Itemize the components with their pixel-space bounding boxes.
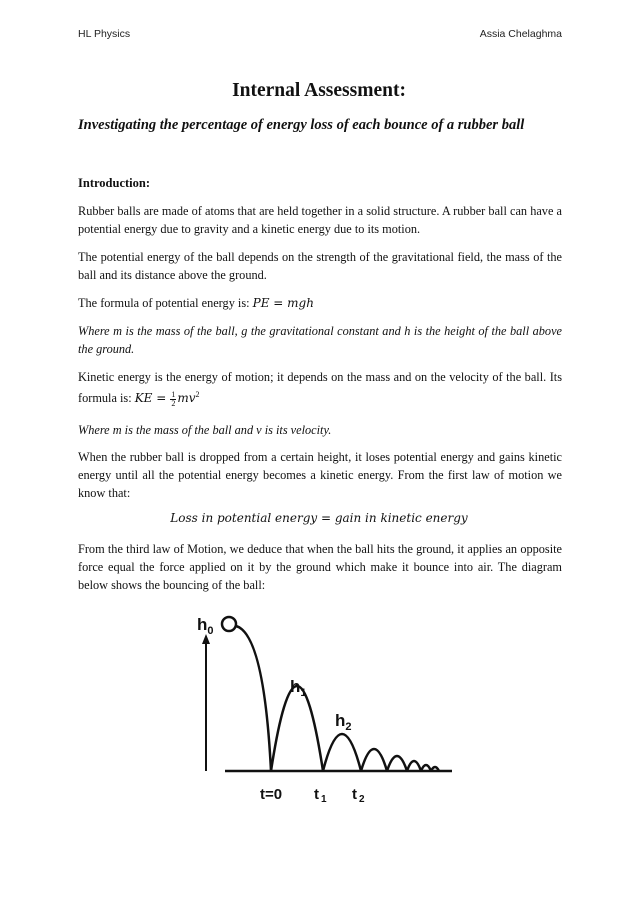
label-t0: t=0 — [260, 786, 283, 803]
page-title: Internal Assessment: — [232, 80, 406, 101]
header-author: Assia Chelaghma — [479, 28, 562, 40]
energy-equation: Loss in potential energy = gain in kinetic energy — [170, 511, 468, 525]
ke-fraction-numerator: 1 — [171, 389, 176, 399]
paragraph-rubber-balls: Rubber balls are made of atoms that are held together in a solid structure. A rubber ball can have a potential energy due to gravity and a kinetic energy due to its motion. — [78, 204, 562, 236]
paragraph-third-law: From the third law of Motion, we deduce that when the ball hits the ground, it applies an opposite force equal the force applied on it by the ground which make it bounce into air. The diagram below shows the bouncing of the ball: — [78, 542, 562, 592]
label-h1: $h_1$ — [290, 677, 307, 699]
bounce-arc-2 — [323, 734, 361, 771]
ke-fraction-denominator: 2 — [171, 398, 176, 408]
pe-formula-text: The formula of potential energy is: — [78, 296, 253, 310]
ke-text: Kinetic energy is the energy of motion; it depends on the mass and on the velocity of the ball. Its formula is: — [78, 370, 562, 406]
label-h2: $h_2$ — [335, 711, 352, 733]
ke-fraction — [170, 391, 176, 408]
header-course: HL Physics — [78, 28, 131, 40]
intro-heading: Introduction: — [78, 176, 151, 190]
ball-icon — [222, 617, 236, 631]
drop-curve — [236, 626, 271, 771]
bounce-arc-3 — [361, 749, 387, 771]
paragraph-pe-formula — [78, 294, 562, 312]
ke-exponent: 2 — [195, 390, 200, 399]
bounce-arc-4 — [387, 756, 407, 771]
paragraph-pe-where: Where m is the mass of the ball, g the gravitational constant and h is the height of the ball above the ground. — [78, 324, 562, 356]
bounce-diagram — [190, 604, 460, 804]
paragraph-potential-energy: The potential energy of the ball depends on the strength of the gravitational field, the mass of the ball and its distance above the ground. — [78, 250, 562, 282]
ke-formula-rhs: mv — [177, 391, 196, 406]
bounce-arc-5 — [407, 761, 421, 771]
page-subtitle: Investigating the percentage of energy loss of each bounce of a rubber ball — [78, 117, 525, 133]
paragraph-kinetic-energy — [78, 368, 562, 408]
bounce-arc-1 — [271, 686, 323, 771]
ke-formula-lhs: KE = — [134, 391, 167, 406]
label-h0: $h_0$ — [197, 615, 214, 637]
paragraph-ke-where: Where m is the mass of the ball and v is its velocity. — [78, 423, 332, 437]
label-t1: t $_1$ — [314, 786, 327, 804]
paragraph-energy-conversion: When the rubber ball is dropped from a certain height, it loses potential energy and gains kinetic energy until all the potential energy becomes a kinetic energy. From the first law of motion we know that: — [78, 450, 562, 500]
pe-formula: PE = mgh — [252, 296, 314, 310]
label-t2: t $_2$ — [352, 786, 365, 804]
